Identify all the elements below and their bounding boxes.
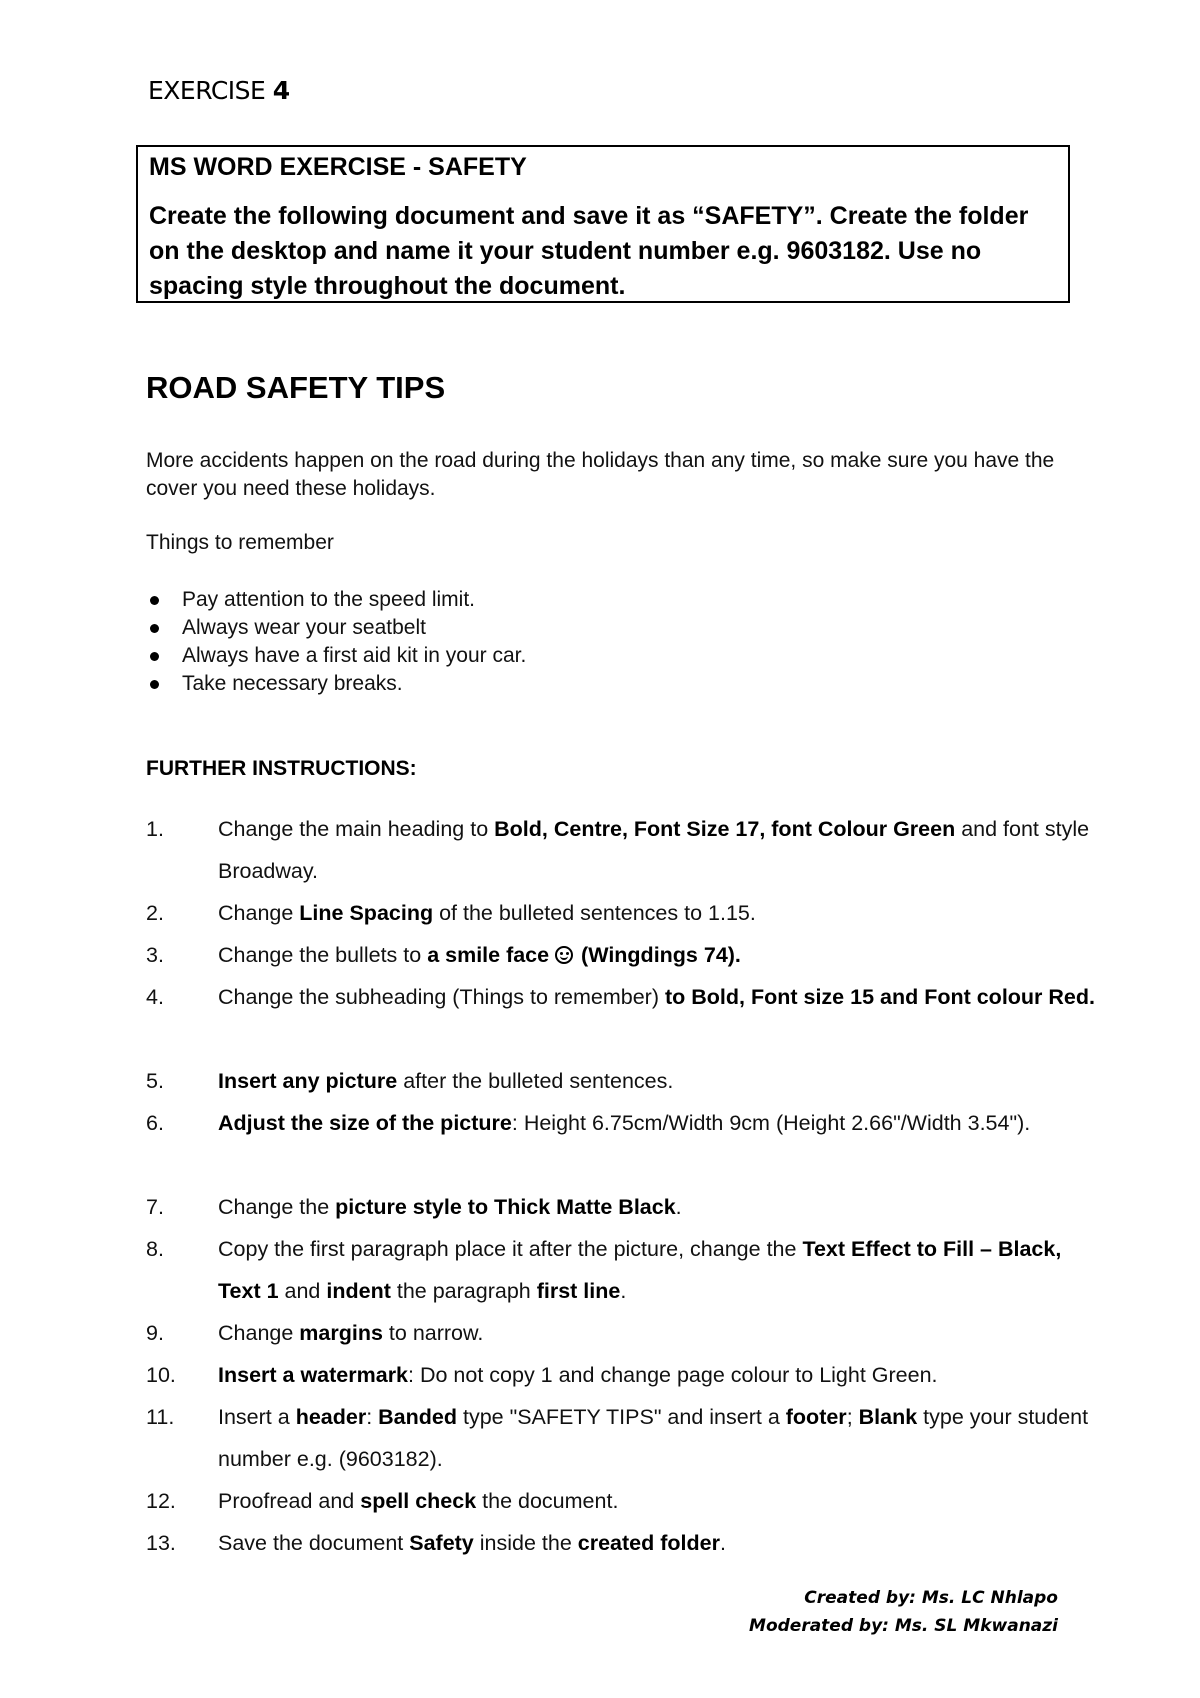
bullet-list [146,586,526,698]
step-number: 1. [146,817,164,841]
step-number: 9. [146,1321,164,1345]
step-text: Change Line Spacing of the bulleted sentences to 1.15. [218,901,756,925]
instruction-box-text: Create the following document and save it as “SAFETY”. Create the folder on the desktop and name it your student number e.g. 9603182. Use no spacing style throughout the document. [149,202,1029,300]
step-text: Copy the first paragraph place it after the picture, change the Text Effect to Fill – Black, Text 1 and indent the paragraph first line. [218,1237,1062,1303]
further-instructions-heading: FURTHER INSTRUCTIONS: [146,757,417,780]
step-text: Change the bullets to a smile face (Wingdings 74). [218,943,741,967]
bullet-dot-icon [150,624,159,633]
bullet-text: Take necessary breaks. [182,672,403,695]
bullet-dot-icon [150,652,159,661]
bullet-item [146,614,526,642]
bullet-text: Pay attention to the speed limit. [182,588,476,611]
step-number: 7. [146,1195,164,1219]
step-text: Save the document Safety inside the created folder. [218,1531,726,1555]
exercise-title-word: EXERCISE [148,76,266,105]
main-heading: ROAD SAFETY TIPS [146,370,446,405]
smiley-face-icon [555,946,573,964]
step-number: 10. [146,1363,176,1387]
step-number: 13. [146,1531,176,1555]
step-number: 12. [146,1489,176,1513]
step-number: 3. [146,943,164,967]
step-text: Proofread and spell check the document. [218,1489,619,1513]
bullet-item [146,642,526,670]
step-number: 2. [146,901,164,925]
exercise-number: 4 [272,76,290,105]
bullet-item [146,670,526,698]
created-by: Created by: Ms. LC Nhlapo [804,1588,1058,1608]
step-number: 4. [146,985,164,1009]
step-text: Change the main heading to Bold, Centre, Font Size 17, font Colour Green and font style Broadway. [218,817,1090,883]
bullet-dot-icon [150,596,159,605]
bullet-text: Always wear your seatbelt [182,616,426,639]
step-text: Change the picture style to Thick Matte Black. [218,1195,682,1219]
step-number: 5. [146,1069,164,1093]
step-text: Insert a header: Banded type "SAFETY TIPS" and insert a footer; Blank type your student number e.g. (9603182). [218,1405,1089,1471]
step-number: 8. [146,1237,164,1261]
step-number: 6. [146,1111,164,1135]
exercise-title [148,76,290,105]
moderated-by: Moderated by: Ms. SL Mkwanazi [749,1616,1058,1636]
step-text: Change margins to narrow. [218,1321,484,1345]
step-text: Change the subheading (Things to remember) to Bold, Font size 15 and Font colour Red. [218,985,1095,1009]
bullet-dot-icon [150,680,159,689]
step-text: Insert any picture after the bulleted sentences. [218,1069,674,1093]
intro-paragraph: More accidents happen on the road during the holidays than any time, so make sure you have the cover you need these holidays. [146,449,1055,500]
instruction-box-heading: MS WORD EXERCISE - SAFETY [149,153,527,181]
instruction-box [136,145,1070,303]
step-text: Adjust the size of the picture: Height 6.75cm/Width 9cm (Height 2.66"/Width 3.54"). [218,1111,1031,1135]
bullet-item [146,586,526,614]
bullet-text: Always have a first aid kit in your car. [182,644,527,667]
step-text: Insert a watermark: Do not copy 1 and change page colour to Light Green. [218,1363,938,1387]
step-number: 11. [146,1405,175,1429]
credits [749,1584,1058,1640]
subheading: Things to remember [146,531,334,554]
